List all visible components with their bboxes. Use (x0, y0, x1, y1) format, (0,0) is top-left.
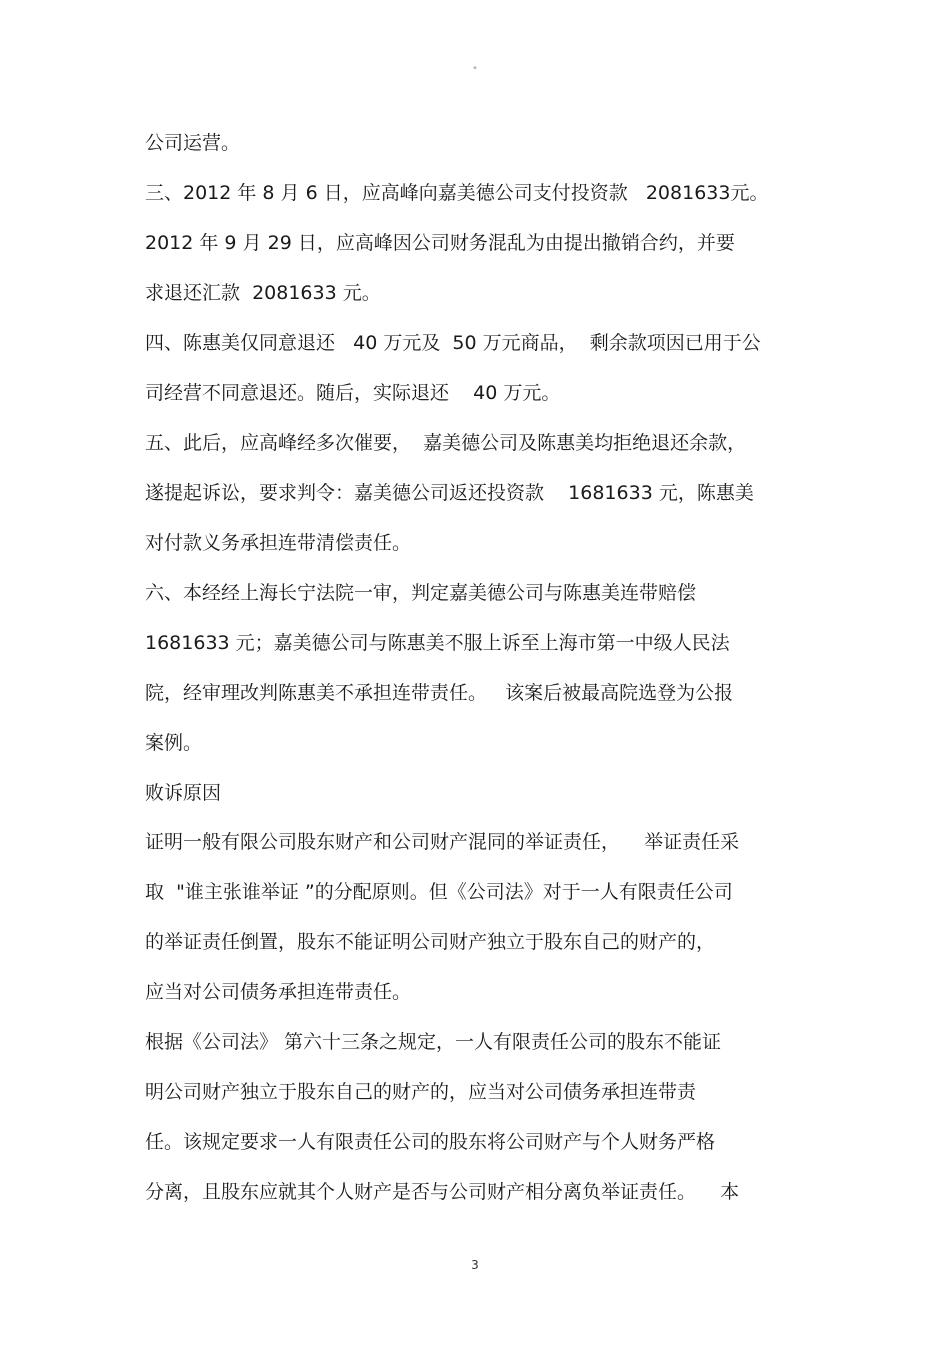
body-line: 2012 年 9 月 29 日，应高峰因公司财务混乱为由提出撤销合约，并要 (145, 232, 735, 254)
body-line: 任。该规定要求一人有限责任公司的股东将公司财产与个人财务严格 (145, 1131, 716, 1153)
body-line: 证明一般有限公司股东财产和公司财产混同的举证责任， 举证责任采 (145, 831, 740, 853)
body-line: 取 "谁主张谁举证 ”的分配原则。但《公司法》对于一人有限责任公司 (145, 881, 733, 903)
body-line: 对付款义务承担连带清偿责任。 (145, 532, 412, 554)
body-line: 根据《公司法》 第六十三条之规定，一人有限责任公司的股东不能证 (145, 1031, 722, 1053)
body-line: 分离，且股东应就其个人财产是否与公司财产相分离负举证责任。 本 (145, 1181, 740, 1203)
body-line: 五、此后，应高峰经多次催要， 嘉美德公司及陈惠美均拒绝退还余款， (145, 432, 747, 454)
body-line: 遂提起诉讼，要求判令：嘉美德公司返还投资款 1681633 元，陈惠美 (145, 482, 754, 504)
body-line: 公司运营。 (145, 132, 241, 154)
body-line: 三、2012 年 8 月 6 日，应高峰向嘉美德公司支付投资款 2081633元。 (145, 182, 769, 204)
body-line: 明公司财产独立于股东自己的财产的，应当对公司债务承担连带责 (145, 1081, 697, 1103)
body-line: 司经营不同意退还。随后，实际退还 40 万元。 (145, 382, 561, 404)
body-line: 六、本经经上海长宁法院一审，判定嘉美德公司与陈惠美连带赔偿 (145, 582, 697, 604)
body-line: 案例。 (145, 732, 203, 754)
body-line: 院，经审理改判陈惠美不承担连带责任。 该案后被最高院选登为公报 (145, 682, 734, 704)
body-line: 四、陈惠美仅同意退还 40 万元及 50 万元商品， 剩余款项因已用于公 (145, 332, 761, 354)
section-heading: 败诉原因 (145, 782, 222, 804)
body-line: 的举证责任倒置，股东不能证明公司财产独立于股东自己的财产的， (145, 931, 716, 953)
header-mark: " (472, 66, 478, 76)
body-line: 求退还汇款 2081633 元。 (145, 282, 381, 304)
page-number: 3 (471, 1258, 479, 1272)
body-line: 1681633 元；嘉美德公司与陈惠美不服上诉至上海市第一中级人民法 (145, 632, 730, 654)
body-line: 应当对公司债务承担连带责任。 (145, 981, 412, 1003)
